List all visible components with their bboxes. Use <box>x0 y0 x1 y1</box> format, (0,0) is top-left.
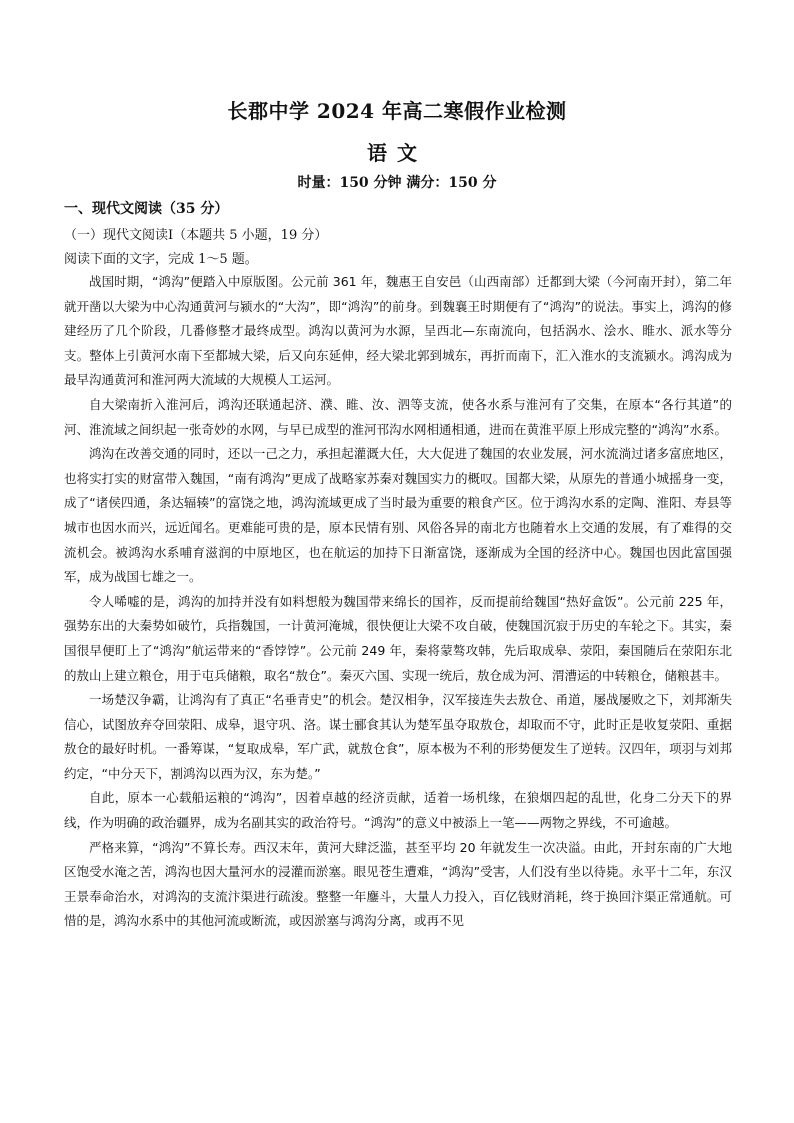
exam-title: 长郡中学 2024 年高二寒假作业检测 <box>227 99 567 123</box>
passage-paragraph: 战国时期，“鸿沟”便踏入中原版图。公元前 361 年，魏惠王自安邑（山西南部）迁都到大梁（今河南开封），第二年就开凿以大梁为中心沟通黄河与颍水的“大沟”，即“鸿沟”的前身。到魏襄王时期便有了“鸿沟”的说法。事实上，鸿沟的修建经历了几个阶段，几番修整才最终成型。鸿沟以黄河为水源，呈西北—东南流向，包括涡水、浍水、睢水、派水等分支。整体上引黄河水南下至都城大梁，后又向东延伸，经大梁北郭到城东，再折而南下，汇入淮水的支流颍水。鸿沟成为最早沟通黄河和淮河两大流域的大规模人工运河。 <box>64 274 732 388</box>
passage-paragraph: 一场楚汉争霸，让鸿沟有了真正“名垂青史”的机会。楚汉相争，汉军接连失去敖仓、甬道，屡战屡败之下，刘邦渐失信心，试图放弃夺回荥阳、成皋，退守巩、洛。谋士郦食其认为楚军虽夺取敖仓，却取而不守，此时正是收复荥阳、重据敖仓的最好时机。一番筹谋，“复取成皋，军广武，就敖仓食”，原本极为不利的形势便发生了逆转。汉四年，项羽与刘邦约定，“中分天下，割鸿沟以西为汉，东为楚。” <box>64 692 732 781</box>
section-heading: 一、现代文阅读（35 分） <box>64 201 229 217</box>
passage-paragraph: 令人唏嘘的是，鸿沟的加持并没有如料想般为魏国带来绵长的国祚，反而提前给魏国“热好盒饭”。公元前 225 年，强势东出的大秦势如破竹，兵指魏国，一计黄河淹城，很快便让大梁不攻自破，使魏国沉寂于历史的车轮之下。其实，秦国很早便盯上了“鸿沟”航运带来的“香饽饽”。公元前 249 年，秦将蒙骜攻韩，先后取成皋、荥阳，秦国随后在荥阳东北的敖山上建立粮仓，用于屯兵储粮，取名“敖仓”。秦灭六国、实现一统后，敖仓成为河、渭漕运的中转粮仓，储粮甚丰。 <box>64 593 732 683</box>
subsection-heading: （一）现代文阅读Ⅰ（本题共 5 小题，19 分） <box>64 228 328 243</box>
passage-paragraph: 自此，原本一心载船运粮的“鸿沟”，因着卓越的经济贡献，适着一场机缘，在狼烟四起的乱世，化身二分天下的界线，作为明确的政治疆界，成为名副其实的政治符号。“鸿沟”的意义中被添上一笔——两物之界线，不可逾越。 <box>64 790 732 831</box>
reading-instruction: 阅读下面的文字，完成 1～5 题。 <box>64 252 258 267</box>
subject-heading: 语文 <box>367 141 427 165</box>
passage-paragraph: 自大梁南折入淮河后，鸿沟还联通起济、濮、睢、汝、泗等支流，使各水系与淮河有了交集，在原本“各行其道”的河、淮流域之间织起一张奇妙的水网，与早已成型的淮河邗沟水网相通相通，进而在黄淮平原上形成完整的“鸿沟”水系。 <box>64 396 732 437</box>
reading-passage <box>64 270 732 934</box>
passage-paragraph: 鸿沟在改善交通的同时，还以一己之力，承担起灌溉大任，大大促进了魏国的农业发展，河水流淌过诸多富庶地区，也将实打实的财富带入魏国，“南有鸿沟”更成了战略家苏秦对魏国实力的概叹。国都大梁，从原先的普通小城摇身一变，成了“诸侯四通，条达辐辏”的富饶之地，鸿沟流域更成了当时最为重要的粮食产区。位于鸿沟水系的定陶、淮阳、寿县等城市也因水而兴，远近闻名。更难能可贵的是，原本民情有别、风俗各异的南北方也随着水上交通的发展，有了难得的交流机会。被鸿沟水系哺育滋润的中原地区，也在航运的加持下日渐富饶，逐渐成为全国的经济中心。魏国也因此富国强军，成为战国七雄之一。 <box>64 446 732 585</box>
passage-paragraph: 严格来算，“鸿沟”不算长寿。西汉末年，黄河大肆泛滥，甚至平均 20 年就发生一次决溢。由此，开封东南的广大地区饱受水淹之苦，鸿沟也因大量河水的浸灌而淤塞。眼见苍生遭难，“鸿沟”受害，人们没有坐以待毙。永平十二年，东汉王景奉命治水，对鸿沟的支流汴渠进行疏浚。整整一年鏖斗，大量人力投入，百亿钱财消耗，终于换回汴渠正常通航。可惜的是，鸿沟水系中的其他河流或断流，或因淤塞与鸿沟分离，或再不见 <box>64 839 732 929</box>
exam-time-and-score: 时量：150 分钟 满分：150 分 <box>297 175 497 191</box>
